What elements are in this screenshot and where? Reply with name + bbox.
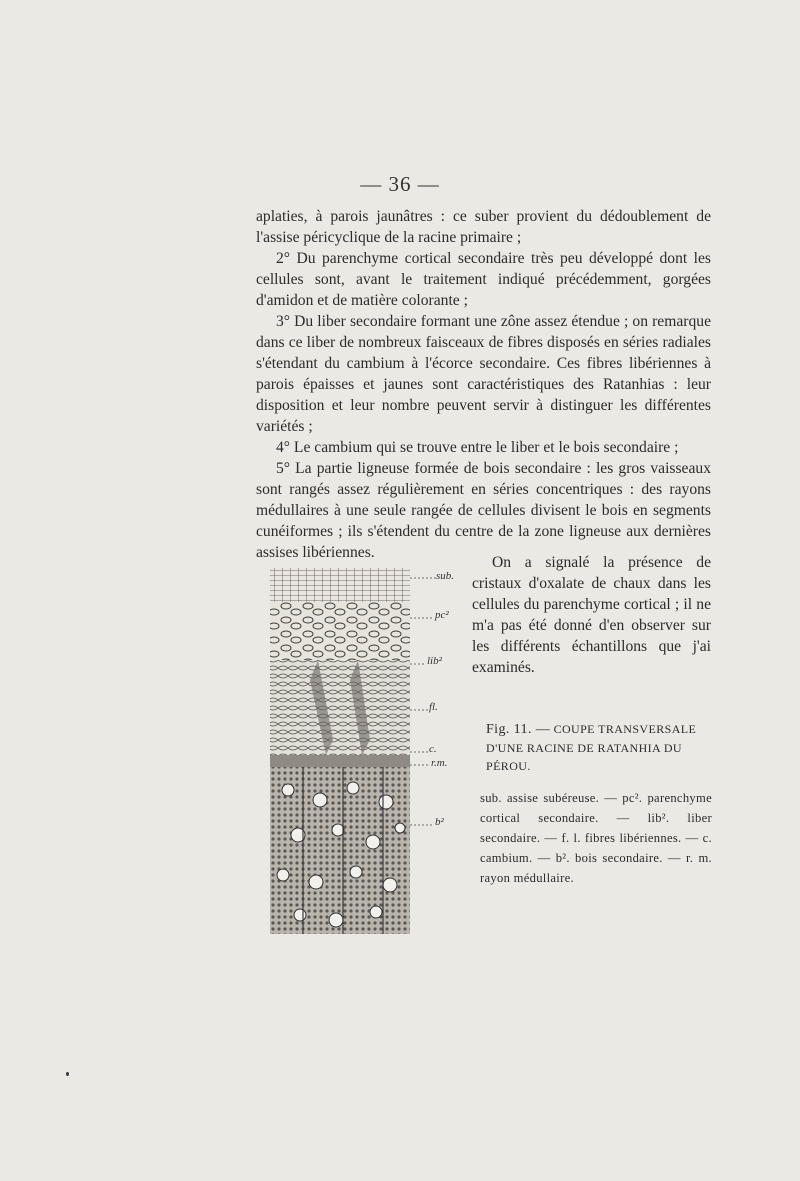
- aside-text: [472, 552, 711, 678]
- label-lib: lib²: [427, 655, 442, 667]
- page-number: — 36 —: [360, 172, 440, 196]
- figure-caption: [486, 720, 712, 775]
- label-pc: pc²: [435, 609, 449, 621]
- label-b: b²: [435, 816, 444, 828]
- label-sub: sub.: [436, 570, 455, 582]
- label-rm: r.m.: [431, 757, 448, 769]
- paper-speck: [66, 1072, 69, 1076]
- label-fl: fl.: [429, 701, 438, 713]
- caption-figure-number: Fig. 11. —: [486, 722, 551, 737]
- paragraph-5: 5° La partie ligneuse formée de bois secondaire : les gros vaisseaux sont rangés assez régulièrement en séries concentriques : des rayons médullaires à une seule rangée de cellules divisent le bois en segments cunéiformes ; ils s'étendent du centre de la zone ligneuse aux dernières assises libériennes.: [256, 460, 711, 561]
- figure-legend: sub. assise subéreuse. — pc². parenchyme cortical secondaire. — lib². liber secondaire. — f. l. fibres libériennes. — c. cambium. — b². bois secondaire. — r. m. rayon médullaire.: [480, 791, 712, 885]
- aside-paragraph: On a signalé la présence de cristaux d'oxalate de chaux dans les cellules du parenchyme cortical ; il ne m'a pas été donné d'en observer sur les différents échantillons que j'ai examinés.: [472, 554, 711, 676]
- body-text: [256, 206, 711, 563]
- label-c: c.: [429, 743, 437, 755]
- paragraph-4: 4° Le cambium qui se trouve entre le liber et le bois secondaire ;: [276, 439, 679, 456]
- figure-cross-section: [258, 560, 468, 940]
- paragraph-3: 3° Du liber secondaire formant une zône assez étendue ; on remarque dans ce liber de nombreux faisceaux de fibres disposés en séries radiales s'étendant du cambium à l'écorce secondaire. Ces fibres libériennes à parois épaisses et jaunes sont caractéristiques des Ratanhias : leur disposition et leur nombre peuvent servir à distinguer les différentes variétés ;: [256, 313, 711, 435]
- paragraph-2: 2° Du parenchyme cortical secondaire très peu développé dont les cellules sont, avant le traitement indiqué précédemment, gorgées d'amidon et de matière colorante ;: [256, 250, 711, 309]
- caption-title: COUPE TRANSVERSALE D'UNE RACINE DE RATANHIA DU PÉROU.: [486, 722, 697, 773]
- paragraph-1: aplaties, à parois jaunâtres : ce suber provient du dédoublement de l'assise péricyclique de la racine primaire ;: [256, 208, 711, 246]
